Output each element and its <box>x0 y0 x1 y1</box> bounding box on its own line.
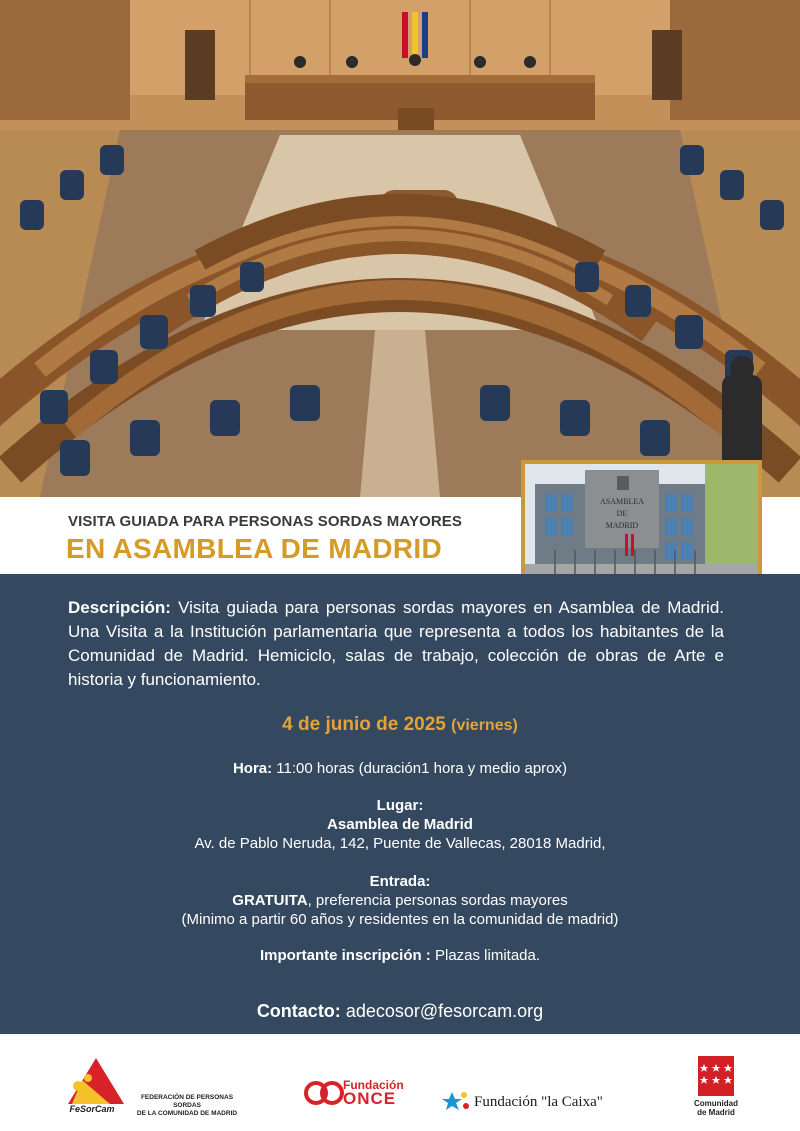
description-text: Visita guiada para personas sordas mayores en Asamblea de Madrid. Una Visita a la Institución parlamentaria que representa a todos los habitantes de la Comunidad de Madrid. Hemiciclo, salas de trabajo, colección de obras de Arte e historia y funcionamiento. <box>68 598 724 689</box>
contact-email[interactable]: adecosor@fesorcam.org <box>345 1001 544 1021</box>
entrada-note: (Minimo a partir 60 años y residentes en la comunidad de madrid) <box>181 911 619 928</box>
lugar-address: Av. de Pablo Neruda, 142, Puente de Vallecas, 28018 Madrid, <box>194 835 606 852</box>
once-name <box>343 1078 404 1106</box>
info-panel <box>0 574 800 1034</box>
cm-line1: Comunidad <box>694 1099 738 1108</box>
hora-value: 11:00 horas (duración1 hora y medio aprox) <box>276 760 568 777</box>
lugar-block <box>0 796 800 853</box>
sign-line2: DE <box>616 509 628 518</box>
entrada-label: Entrada: <box>369 873 431 890</box>
event-date <box>0 714 800 736</box>
cm-line2: de Madrid <box>697 1108 735 1117</box>
event-date-value: 4 de junio de 2025 <box>282 714 446 735</box>
caixa-star-icon <box>442 1090 470 1114</box>
entrada-block <box>0 872 800 929</box>
hemicycle-photo <box>0 0 800 497</box>
inscripcion-label: Importante inscripción : <box>259 947 431 964</box>
hora-label: Hora: <box>232 760 273 777</box>
fesorcam-name <box>132 1094 242 1118</box>
description <box>68 596 724 692</box>
fesorcam-logo-icon <box>62 1056 130 1114</box>
event-subtitle: VISITA GUIADA PARA PERSONAS SORDAS MAYORES <box>68 513 462 530</box>
inscripcion-value: Plazas limitada. <box>434 947 541 964</box>
event-title: EN ASAMBLEA DE MADRID <box>66 533 443 564</box>
lugar-name: Asamblea de Madrid <box>327 816 473 833</box>
lugar-label: Lugar: <box>376 797 424 814</box>
sign-line1: ASAMBLEA <box>599 497 645 506</box>
hora-line <box>0 759 800 778</box>
contact-label: Contacto: <box>256 1001 341 1021</box>
contact-line <box>0 1001 800 1022</box>
fesorcam-line2: DE LA COMUNIDAD DE MADRID <box>136 1110 238 1117</box>
comunidad-madrid-name <box>690 1099 742 1117</box>
description-label: Descripción: <box>68 598 171 617</box>
caixa-name: Fundación "la Caixa" <box>474 1094 603 1110</box>
once-line2: ONCE <box>343 1089 397 1108</box>
inscripcion-line <box>0 946 800 965</box>
sign-line3: MADRID <box>605 521 639 530</box>
fesorcam-brand: FeSorCam <box>69 1104 115 1114</box>
sponsor-footer <box>0 1034 800 1131</box>
event-weekday: (viernes) <box>451 717 518 734</box>
once-logo-icon <box>304 1078 344 1108</box>
comunidad-madrid-flag-icon <box>698 1056 734 1096</box>
entrada-rest: , preferencia personas sordas mayores <box>307 892 568 909</box>
assembly-building-photo <box>521 460 762 590</box>
once-line1: Fundación <box>343 1078 404 1092</box>
fesorcam-line1: FEDERACIÓN DE PERSONAS SORDAS <box>140 1094 234 1109</box>
entrada-strong: GRATUITA <box>232 892 308 909</box>
